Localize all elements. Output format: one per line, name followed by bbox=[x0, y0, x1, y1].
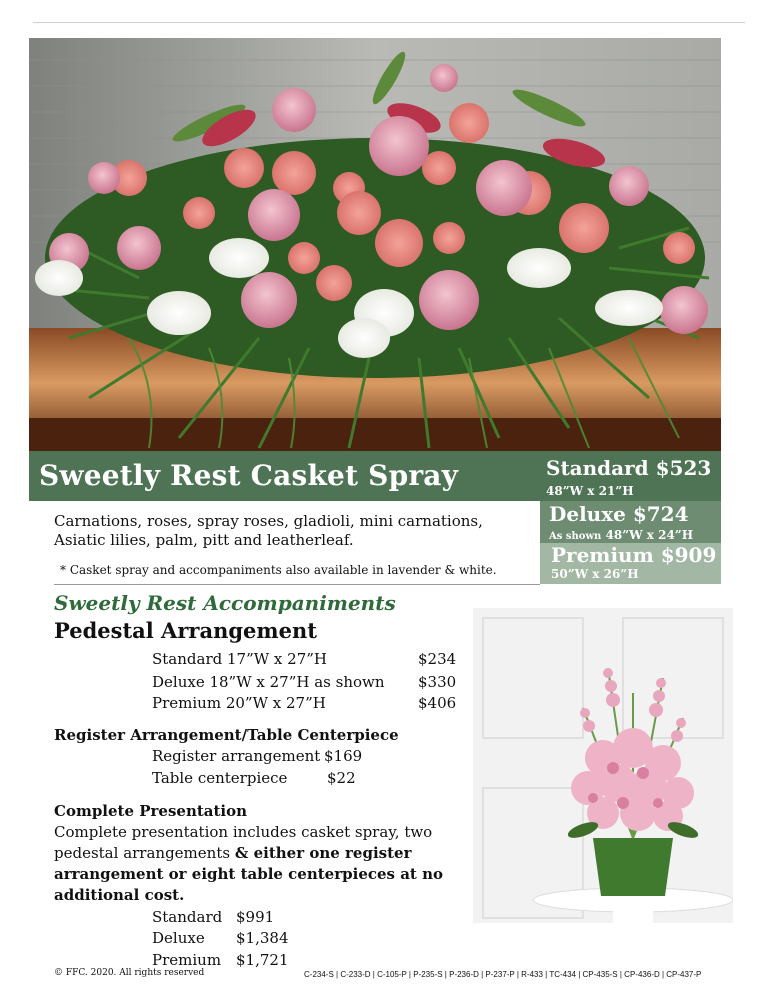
title-band bbox=[29, 451, 540, 501]
tier-standard bbox=[540, 451, 721, 501]
complete-row-label: Deluxe bbox=[152, 929, 205, 947]
tier-premium bbox=[540, 543, 721, 584]
tier-deluxe-dims-line bbox=[549, 528, 693, 542]
complete-row-price: $1,721 bbox=[236, 951, 289, 969]
pedestal-row-label: Standard 17”W x 27”H bbox=[152, 650, 327, 668]
complete-row-label: Premium bbox=[152, 951, 222, 969]
product-codes: C-234-S | C-233-D | C-105-P | P-235-S | P-236-D | P-237-P | R-433 | TC-434 | CP-435-S | CP-436-D | CP-437-P bbox=[304, 970, 702, 979]
complete-presentation-heading: Complete Presentation bbox=[54, 802, 248, 820]
register-row-price: $169 bbox=[324, 747, 363, 765]
copyright: © FFC. 2020. All rights reserved bbox=[54, 968, 205, 978]
flower-description: Carnations, roses, spray roses, gladioli, mini carnations, Asiatic lilies, palm, pitt and leatherleaf. bbox=[54, 512, 483, 549]
register-heading: Register Arrangement/Table Centerpiece bbox=[54, 726, 399, 744]
casket-spray-photo bbox=[29, 38, 721, 451]
top-divider bbox=[33, 22, 745, 23]
pedestal-arrangement-photo bbox=[473, 608, 733, 923]
pedestal-row-label: Premium 20”W x 27”H bbox=[152, 694, 326, 712]
pedestal-row-label: Deluxe 18”W x 27”H as shown bbox=[152, 673, 385, 691]
color-availability-note: * Casket spray and accompaniments also available in lavender & white. bbox=[60, 563, 497, 577]
tier-deluxe bbox=[540, 501, 721, 543]
tier-deluxe-dims: 48”W x 24”H bbox=[605, 528, 694, 542]
accompaniments-heading: Sweetly Rest Accompaniments bbox=[54, 591, 396, 615]
register-row-price: $22 bbox=[327, 769, 356, 787]
tier-deluxe-shown-label: As shown bbox=[549, 531, 602, 542]
complete-presentation-bold: & either one register arrangement or eight table centerpieces at no additional cost. bbox=[54, 844, 443, 904]
pedestal-heading: Pedestal Arrangement bbox=[54, 618, 317, 643]
complete-row-price: $1,384 bbox=[236, 929, 289, 947]
register-row-label: Register arrangement bbox=[152, 747, 321, 765]
complete-presentation-plain: Complete presentation includes casket spray, two pedestal arrangements bbox=[54, 823, 433, 862]
tier-premium-dims: 50”W x 26”H bbox=[551, 567, 639, 581]
product-title: Sweetly Rest Casket Spray bbox=[39, 459, 459, 492]
pedestal-row-price: $330 bbox=[418, 673, 457, 691]
complete-row-label: Standard bbox=[152, 908, 223, 926]
pedestal-row-price: $406 bbox=[418, 694, 457, 712]
pedestal-row-price: $234 bbox=[418, 650, 457, 668]
register-row-label: Table centerpiece bbox=[152, 769, 288, 787]
tier-deluxe-price: Deluxe $724 bbox=[549, 502, 689, 526]
tier-premium-price: Premium $909 bbox=[551, 543, 717, 567]
tier-standard-price: Standard $523 bbox=[546, 456, 712, 480]
section-divider bbox=[54, 584, 540, 585]
tier-standard-dims: 48”W x 21”H bbox=[546, 484, 634, 498]
complete-presentation-text bbox=[54, 822, 454, 906]
complete-row-price: $991 bbox=[236, 908, 275, 926]
